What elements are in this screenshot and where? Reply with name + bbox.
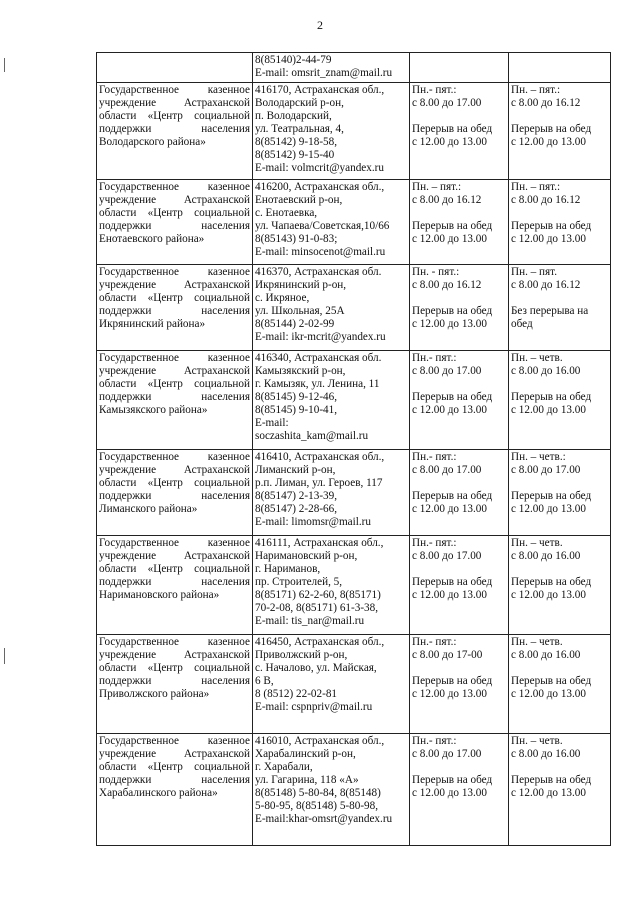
address-cell — [253, 536, 410, 635]
address-line: soczashita_kam@mail.ru — [255, 430, 369, 442]
table-row — [97, 265, 611, 351]
address-line: 416111, Астраханская обл., — [255, 537, 384, 549]
hours-line: с 12.00 до 13.00 — [412, 503, 487, 515]
address-line: 416370, Астраханская обл. — [255, 266, 382, 278]
hours-line: с 12.00 до 13.00 — [511, 404, 586, 416]
address-line: E-mail: ikr-mcrit@yandex.ru — [255, 331, 386, 343]
hours-weekdays-cell — [410, 265, 509, 351]
social-support-centers-table — [96, 52, 611, 846]
org-name: Государственное казенное учреждение Астраханской области «Центр социальной поддержки населения Икрянинский района» — [99, 266, 250, 330]
hours-line: с 12.00 до 13.00 — [412, 136, 487, 148]
hours-weekdays-cell — [410, 536, 509, 635]
hours-line — [412, 477, 506, 490]
address-line: 8(85147) 2-28-66, — [255, 503, 338, 515]
address-line: Лиманский р-он, — [255, 464, 336, 476]
hours-line — [412, 207, 506, 220]
table-row — [97, 351, 611, 450]
address-cell — [253, 450, 410, 536]
hours-line: Перерыв на обед — [412, 576, 493, 588]
hours-line: Перерыв на обед — [412, 220, 493, 232]
address-cell — [253, 351, 410, 450]
hours-short-cell — [509, 53, 611, 83]
hours-weekdays-cell — [410, 83, 509, 180]
hours-line — [412, 563, 506, 576]
address-line: ул. Гагарина, 118 «А» — [255, 774, 359, 786]
address-line: 8(85143) 91-0-83; — [255, 233, 338, 245]
address-line: 416410, Астраханская обл., — [255, 451, 385, 463]
address-line: ул. Чапаева/Советская,10/66 — [255, 220, 390, 232]
address-line: 416200, Астраханская обл., — [255, 181, 385, 193]
hours-line: с 12.00 до 13.00 — [511, 233, 586, 245]
address-cell — [253, 53, 410, 83]
hours-short-cell — [509, 180, 611, 265]
org-name: Государственное казенное учреждение Астраханской области «Центр социальной поддержки населения Камызякского района» — [99, 352, 250, 416]
address-line: г. Нариманов, — [255, 563, 321, 575]
org-name: Государственное казенное учреждение Астраханской области «Центр социальной поддержки населения Володарского района» — [99, 84, 250, 148]
address-line: 8(85144) 2-02-99 — [255, 318, 335, 330]
table-row — [97, 450, 611, 536]
address-cell — [253, 734, 410, 846]
hours-line: Пн.- пят.: — [412, 84, 457, 96]
hours-line — [412, 110, 506, 123]
hours-line — [511, 662, 608, 675]
hours-line: Пн. - пят.: — [412, 266, 460, 278]
hours-line: Перерыв на обед — [511, 391, 592, 403]
hours-weekdays-cell — [410, 450, 509, 536]
hours-weekdays-cell — [410, 180, 509, 265]
hours-line: с 8.00 до 16.00 — [511, 365, 581, 377]
organization-cell — [97, 83, 253, 180]
hours-line: Пн. – четв.: — [511, 451, 566, 463]
address-line: 416340, Астраханская обл. — [255, 352, 382, 364]
hours-line: Пн. – четв. — [511, 735, 563, 747]
address-line: ул. Театральная, 4, — [255, 123, 344, 135]
hours-line: Пн. – четв. — [511, 537, 563, 549]
address-line: ул. Школьная, 25А — [255, 305, 345, 317]
address-line: 8(85140)2-44-79 — [255, 54, 332, 66]
hours-line — [412, 292, 506, 305]
hours-line: Пн.- пят.: — [412, 636, 457, 648]
hours-short-cell — [509, 536, 611, 635]
hours-weekdays-cell — [410, 53, 509, 83]
hours-line: Пн. – пят.: — [511, 84, 561, 96]
hours-line — [511, 292, 608, 305]
hours-line: с 12.00 до 13.00 — [511, 688, 586, 700]
address-line: E-mail:khar-omsrt@yandex.ru — [255, 813, 393, 825]
address-cell — [253, 265, 410, 351]
org-name: Государственное казенное учреждение Астраханской области «Центр социальной поддержки населения Харабалинского района» — [99, 735, 250, 799]
hours-line — [511, 761, 608, 774]
hours-line: с 8.00 до 17.00 — [412, 365, 482, 377]
hours-line — [511, 207, 608, 220]
address-line: 8 (8512) 22-02-81 — [255, 688, 338, 700]
hours-line: Пн.- пят.: — [412, 451, 457, 463]
hours-line: Перерыв на обед — [412, 774, 493, 786]
hours-line: Перерыв на обед — [412, 305, 493, 317]
address-line: р.п. Лиман, ул. Героев, 117 — [255, 477, 383, 489]
hours-line — [412, 662, 506, 675]
hours-line: Без перерыва на — [511, 305, 589, 317]
address-line: 416010, Астраханская обл., — [255, 735, 385, 747]
address-line: г. Камызяк, ул. Ленина, 11 — [255, 378, 380, 390]
hours-line: с 8.00 до 16.12 — [511, 97, 581, 109]
address-line: 8(85142) 9-15-40 — [255, 149, 335, 161]
organization-cell — [97, 635, 253, 734]
hours-short-cell — [509, 265, 611, 351]
address-line: с. Икряное, — [255, 292, 310, 304]
address-line: с. Енотаевка, — [255, 207, 318, 219]
hours-line: Перерыв на обед — [511, 220, 592, 232]
address-line: Камызякский р-он, — [255, 365, 346, 377]
table-row — [97, 536, 611, 635]
address-line: п. Володарский, — [255, 110, 332, 122]
address-cell — [253, 180, 410, 265]
page-number: 2 — [317, 18, 323, 32]
hours-short-cell — [509, 635, 611, 734]
hours-line: Перерыв на обед — [511, 123, 592, 135]
scan-edge-mark — [4, 648, 5, 664]
address-line: 8(85145) 9-10-41, — [255, 404, 338, 416]
hours-line: Перерыв на обед — [511, 675, 592, 687]
organization-cell — [97, 536, 253, 635]
hours-line: Перерыв на обед — [412, 490, 493, 502]
address-line: 8(85171) 62-2-60, 8(85171) — [255, 589, 381, 601]
hours-line: Перерыв на обед — [511, 576, 592, 588]
hours-line: с 8.00 до 16.00 — [511, 550, 581, 562]
organization-cell — [97, 734, 253, 846]
hours-line: с 12.00 до 13.00 — [412, 233, 487, 245]
hours-line: с 8.00 до 17.00 — [412, 464, 482, 476]
org-name: Государственное казенное учреждение Астраханской области «Центр социальной поддержки населения Лиманского района» — [99, 451, 250, 515]
hours-line: Пн. – четв. — [511, 636, 563, 648]
table-body — [97, 53, 611, 846]
address-line: Харабалинский р-он, — [255, 748, 356, 760]
hours-line: с 8.00 до 17.00 — [412, 748, 482, 760]
hours-line — [412, 761, 506, 774]
hours-line: Перерыв на обед — [511, 774, 592, 786]
hours-line: Перерыв на обед — [511, 490, 592, 502]
hours-short-cell — [509, 83, 611, 180]
hours-line — [412, 378, 506, 391]
organization-cell — [97, 265, 253, 351]
hours-line: с 8.00 до 16.00 — [511, 649, 581, 661]
hours-line: с 12.00 до 13.00 — [412, 404, 487, 416]
address-line: пр. Строителей, 5, — [255, 576, 343, 588]
hours-line: с 8.00 до 17.00 — [412, 97, 482, 109]
address-line: Наримановский р-он, — [255, 550, 358, 562]
hours-line: Пн. – пят.: — [412, 181, 462, 193]
hours-line: Перерыв на обед — [412, 675, 493, 687]
hours-line: с 12.00 до 13.00 — [511, 787, 586, 799]
hours-line — [511, 110, 608, 123]
address-line: E-mail: minsocenot@mail.ru — [255, 246, 386, 258]
address-line: Икрянинский р-он, — [255, 279, 347, 291]
hours-short-cell — [509, 351, 611, 450]
hours-line: Пн.- пят.: — [412, 735, 457, 747]
table-row — [97, 635, 611, 734]
hours-line: с 8.00 до 16.12 — [412, 194, 482, 206]
hours-line: с 12.00 до 13.00 — [511, 136, 586, 148]
table-row — [97, 83, 611, 180]
org-name: Государственное казенное учреждение Астраханской области «Центр социальной поддержки населения Наримановского района» — [99, 537, 250, 601]
address-cell — [253, 83, 410, 180]
hours-line: с 12.00 до 13.00 — [412, 318, 487, 330]
organization-cell — [97, 53, 253, 83]
address-line: E-mail: tis_nar@mail.ru — [255, 615, 365, 627]
hours-line: Перерыв на обед — [412, 123, 493, 135]
hours-weekdays-cell — [410, 635, 509, 734]
hours-line: Пн. – пят.: — [511, 181, 561, 193]
hours-line: обед — [511, 318, 533, 330]
hours-line — [511, 378, 608, 391]
address-line: 8(85145) 9-12-46, — [255, 391, 338, 403]
organization-cell — [97, 180, 253, 265]
hours-line: с 8.00 до 16.12 — [511, 194, 581, 206]
hours-line: Пн. – четв. — [511, 352, 563, 364]
address-line: г. Харабали, — [255, 761, 313, 773]
hours-line: с 12.00 до 13.00 — [412, 787, 487, 799]
hours-line — [511, 563, 608, 576]
hours-short-cell — [509, 450, 611, 536]
org-name: Государственное казенное учреждение Астраханской области «Центр социальной поддержки населения Приволжского района» — [99, 636, 250, 700]
organization-cell — [97, 450, 253, 536]
address-line: 8(85147) 2-13-39, — [255, 490, 338, 502]
hours-line: с 8.00 до 16.12 — [412, 279, 482, 291]
hours-line: с 8.00 до 17-00 — [412, 649, 483, 661]
hours-weekdays-cell — [410, 351, 509, 450]
address-line: 8(85142) 9-18-58, — [255, 136, 338, 148]
address-line: 70-2-08, 8(85171) 61-3-38, — [255, 602, 379, 614]
address-line: 5-80-95, 8(85148) 5-80-98, — [255, 800, 379, 812]
address-line: Приволжский р-он, — [255, 649, 348, 661]
scan-edge-mark — [4, 58, 5, 72]
hours-line: с 12.00 до 13.00 — [412, 688, 487, 700]
address-line: Енотаевский р-он, — [255, 194, 343, 206]
address-line: 8(85148) 5-80-84, 8(85148) — [255, 787, 381, 799]
hours-line: с 12.00 до 13.00 — [412, 589, 487, 601]
table-row — [97, 180, 611, 265]
hours-line — [511, 477, 608, 490]
address-line: E-mail: limomsr@mail.ru — [255, 516, 371, 528]
hours-line: с 12.00 до 13.00 — [511, 503, 586, 515]
hours-weekdays-cell — [410, 734, 509, 846]
address-cell — [253, 635, 410, 734]
hours-line: с 8.00 до 17.00 — [511, 464, 581, 476]
hours-line: с 8.00 до 16.00 — [511, 748, 581, 760]
org-name: Государственное казенное учреждение Астраханской области «Центр социальной поддержки населения Енотаевского района» — [99, 181, 250, 245]
table-row — [97, 53, 611, 83]
hours-line: с 8.00 до 16.12 — [511, 279, 581, 291]
organization-cell — [97, 351, 253, 450]
address-line: E-mail: — [255, 417, 289, 429]
address-line: E-mail: volmcrit@yandex.ru — [255, 162, 384, 174]
table-row — [97, 734, 611, 846]
address-line: E-mail: cspnpriv@mail.ru — [255, 701, 373, 713]
address-line: 6 В, — [255, 675, 274, 687]
hours-line: Пн. – пят. — [511, 266, 558, 278]
hours-short-cell — [509, 734, 611, 846]
hours-line: Пн.- пят.: — [412, 352, 457, 364]
hours-line: с 8.00 до 17.00 — [412, 550, 482, 562]
address-line: 416450, Астраханская обл., — [255, 636, 385, 648]
address-line: Володарский р-он, — [255, 97, 344, 109]
hours-line: Пн.- пят.: — [412, 537, 457, 549]
address-line: 416170, Астраханская обл., — [255, 84, 385, 96]
hours-line: с 12.00 до 13.00 — [511, 589, 586, 601]
address-line: E-mail: omsrit_znam@mail.ru — [255, 67, 393, 79]
address-line: с. Началово, ул. Майская, — [255, 662, 377, 674]
hours-line: Перерыв на обед — [412, 391, 493, 403]
